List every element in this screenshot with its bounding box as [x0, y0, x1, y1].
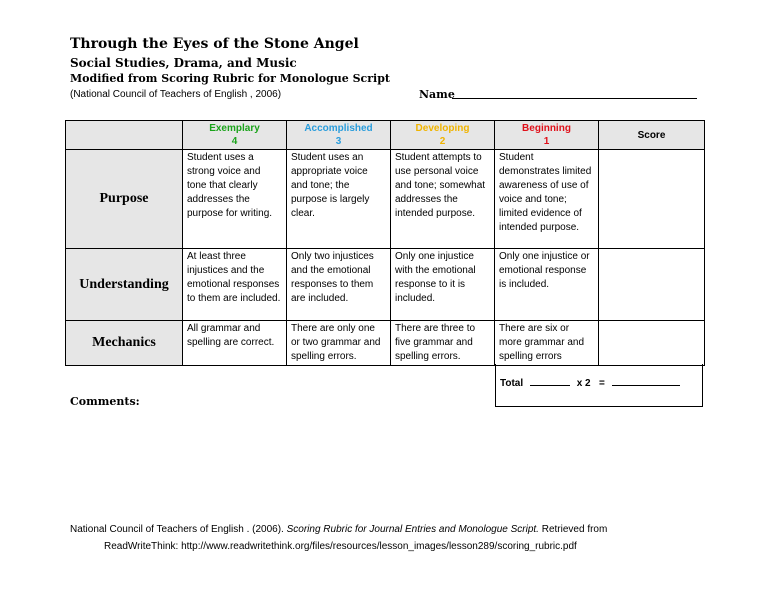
rubric-cell: There are only one or two grammar and spelling errors. — [287, 321, 391, 366]
citation-retrieved: Retrieved from — [538, 524, 608, 535]
level-name: Exemplary — [209, 123, 260, 134]
equals-sign: = — [598, 378, 605, 389]
level-header-developing — [391, 121, 495, 150]
score-header: Score — [599, 121, 705, 150]
rubric-cell: Student uses an appropriate voice and tone; the purpose is largely clear. — [287, 150, 391, 249]
score-cell[interactable] — [599, 150, 705, 249]
criterion-label: Understanding — [66, 249, 183, 321]
total-row — [500, 378, 680, 389]
rubric-cell: There are three to five grammar and spelling errors. — [391, 321, 495, 366]
score-cell[interactable] — [599, 249, 705, 321]
level-header-accomplished — [287, 121, 391, 150]
document-title: Through the Eyes of the Stone Angel — [70, 36, 359, 52]
level-points: 2 — [439, 136, 446, 147]
multiplier-label: x 2 — [576, 378, 591, 389]
rubric-cell: Only one injustice with the emotional response to it is included. — [391, 249, 495, 321]
score-cell[interactable] — [599, 321, 705, 366]
rubric-cell: Student uses a strong voice and tone that clearly addresses the purpose for writing. — [183, 150, 287, 249]
rubric-cell: Only two injustices and the emotional responses to them are included. — [287, 249, 391, 321]
final-score-blank[interactable] — [612, 385, 680, 386]
rubric-cell: There are six or more grammar and spelling errors — [495, 321, 599, 366]
level-points: 1 — [543, 136, 550, 147]
modified-note: Modified from Scoring Rubric for Monologue Script — [70, 72, 390, 85]
name-label: Name — [419, 88, 455, 101]
rubric-cell: Student attempts to use personal voice and tone; somewhat addresses the intended purpose. — [391, 150, 495, 249]
rubric-cell: At least three injustices and the emotional responses to them are included. — [183, 249, 287, 321]
total-label: Total — [500, 378, 524, 389]
criterion-label: Purpose — [66, 150, 183, 249]
citation-line-1 — [70, 524, 607, 535]
rubric-cell: Only one injustice or emotional response is included. — [495, 249, 599, 321]
criterion-label: Mechanics — [66, 321, 183, 366]
level-header-exemplary — [183, 121, 287, 150]
rubric-row-mechanics — [66, 321, 705, 366]
rubric-row-purpose — [66, 150, 705, 249]
rubric-header-row — [66, 121, 705, 150]
rubric-table — [65, 120, 705, 366]
level-points: 3 — [335, 136, 342, 147]
comments-label: Comments: — [70, 395, 140, 408]
level-points: 4 — [231, 136, 238, 147]
corner-cell — [66, 121, 183, 150]
name-blank-line[interactable] — [452, 98, 697, 99]
level-name: Developing — [415, 123, 470, 134]
citation-title: Scoring Rubric for Journal Entries and Monologue Script. — [286, 524, 539, 535]
rubric-cell: All grammar and spelling are correct. — [183, 321, 287, 366]
source-note: (National Council of Teachers of English , 2006) — [70, 89, 282, 100]
rubric-cell: Student demonstrates limited awareness of use of voice and tone; limited evidence of intended purpose. — [495, 150, 599, 249]
level-header-beginning — [495, 121, 599, 150]
level-name: Beginning — [522, 123, 571, 134]
rubric-row-understanding — [66, 249, 705, 321]
citation-line-2: ReadWriteThink: http://www.readwritethink.org/files/resources/lesson_images/lesson289/scoring_rubric.pdf — [104, 541, 577, 552]
total-blank[interactable] — [530, 385, 570, 386]
document-subtitle: Social Studies, Drama, and Music — [70, 56, 297, 70]
citation-author: National Council of Teachers of English . (2006). — [70, 524, 287, 535]
level-name: Accomplished — [304, 123, 373, 134]
